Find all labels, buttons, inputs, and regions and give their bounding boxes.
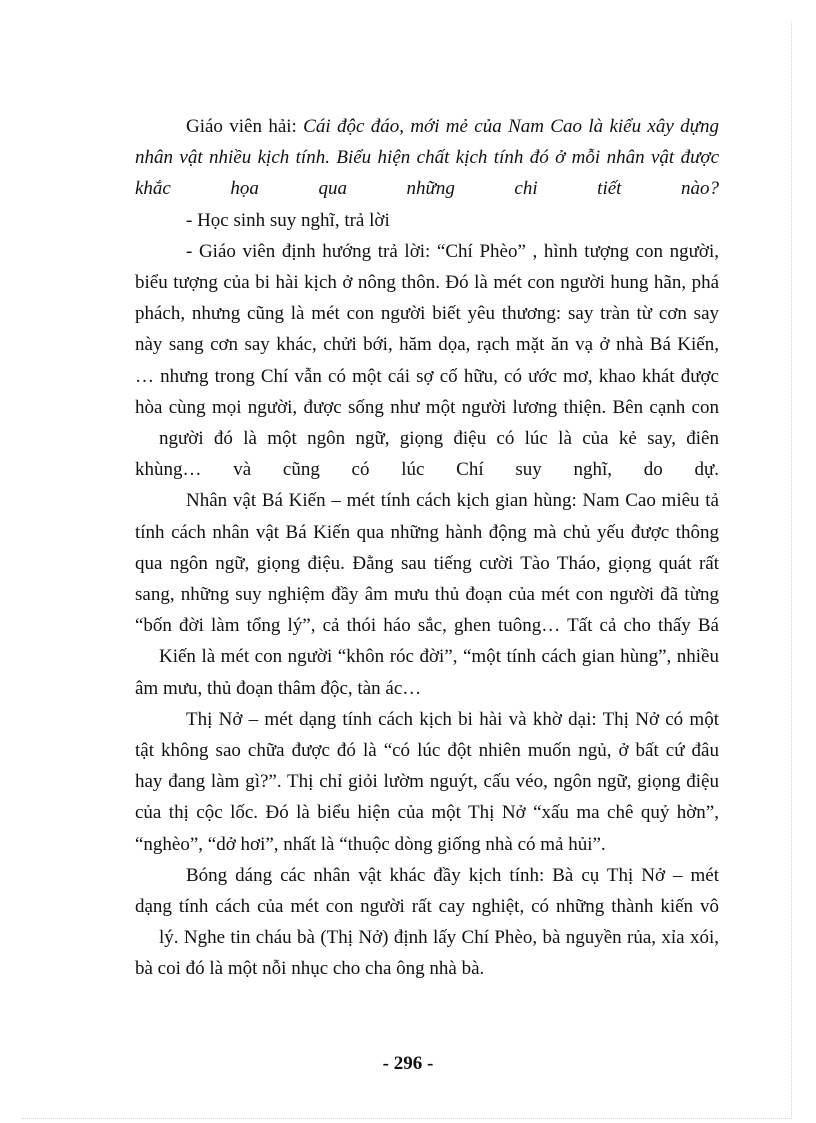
guide-line-4: này sang cơn say khác, chửi bới, hăm dọa, rạch mặt ăn vạ ở nhà Bá Kiến, xyxy=(135,334,719,356)
bakien-line-6: Kiến là mét con người “khôn róc đời”, “một tính cách gian hùng”, nhiều xyxy=(159,646,719,668)
teacher-question-line-3: khắc họa qua những chi tiết nào? xyxy=(135,178,719,200)
bakien-line-5: “bốn đời làm tổng lý”, cả thói háo sắc, ghen tuông… Tất cả cho thấy Bá xyxy=(135,615,719,637)
bakien-line-1: Nhân vật Bá Kiến – mét tính cách kịch gian hùng: Nam Cao miêu tả xyxy=(186,490,719,512)
guide-line-7: người đó là một ngôn ngữ, giọng điệu có lúc là của kẻ say, điên xyxy=(159,428,719,450)
guide-line-5: … nhưng trong Chí vẫn có một cái sợ cố hữu, có ước mơ, khao khát được xyxy=(135,365,719,387)
page-body xyxy=(135,111,719,985)
other-line-2: dạng tính cách của mét con người rất cay nghiệt, có những thành kiến vô xyxy=(135,896,719,918)
other-line-4: bà coi đó là một nỗi nhục cho cha ông nhà bà. xyxy=(135,958,485,980)
guide-line-8: khùng… và cũng có lúc Chí suy nghĩ, do dự. xyxy=(135,459,719,481)
thino-line-4: của thị cộc lốc. Đó là biểu hiện của một Thị Nở “xấu ma chê quỷ hờn”, xyxy=(135,802,719,824)
bakien-line-7: âm mưu, thủ đoạn thâm độc, tàn ác… xyxy=(135,677,422,699)
teacher-question-line-1: Giáo viên hải: Cái độc đáo, mới mẻ của Nam Cao là kiểu xây dựng xyxy=(186,116,719,137)
bakien-line-2: tính cách nhân vật Bá Kiến qua những hành động mà chủ yếu được thông xyxy=(135,521,719,543)
thino-line-2: tật không sao chữa được đó là “có lúc đột nhiên muốn ngủ, ở bất cứ đâu xyxy=(135,740,719,762)
guide-line-6: hòa cùng mọi người, được sống như một người lương thiện. Bên cạnh con xyxy=(135,396,719,418)
guide-line-2: biểu tượng của bi hài kịch ở nông thôn. Đó là mét con người hung hãn, phá xyxy=(135,272,719,294)
other-line-3: lý. Nghe tin cháu bà (Thị Nở) định lấy Chí Phèo, bà nguyền rủa, xỉa xói, xyxy=(159,927,719,949)
thino-line-1: Thị Nở – mét dạng tính cách kịch bi hài và khờ dại: Thị Nở có một xyxy=(186,708,719,730)
bakien-line-4: sang, những suy nghiệm đầy âm mưu thủ đoạn của mét con người đã từng xyxy=(135,584,719,606)
student-answer: - Học sinh suy nghĩ, trả lời xyxy=(186,209,390,231)
thino-line-3: hay đang làm gì?”. Thị chỉ giỏi lườm nguýt, cấu véo, ngôn ngữ, giọng điệu xyxy=(135,771,719,793)
teacher-question-line-2: nhân vật nhiều kịch tính. Biểu hiện chất kịch tính đó ở mỗi nhân vật được xyxy=(135,147,719,169)
page-number: - 296 - xyxy=(382,1053,434,1074)
guide-line-1: - Giáo viên định hướng trả lời: “Chí Phèo” , hình tượng con người, xyxy=(186,240,719,262)
bakien-line-3: qua ngôn ngữ, giọng điệu. Đằng sau tiếng cười Tào Tháo, giọng quát rất xyxy=(135,552,719,574)
guide-line-3: phách, nhưng cũng là mét con người biết yêu thương: say tràn từ cơn say xyxy=(135,303,719,325)
other-line-1: Bóng dáng các nhân vật khác đầy kịch tính: Bà cụ Thị Nở – mét xyxy=(186,864,719,886)
thino-line-5: “nghèo”, “dở hơi”, nhất là “thuộc dòng giống nhà có mả hủi”. xyxy=(135,833,606,855)
